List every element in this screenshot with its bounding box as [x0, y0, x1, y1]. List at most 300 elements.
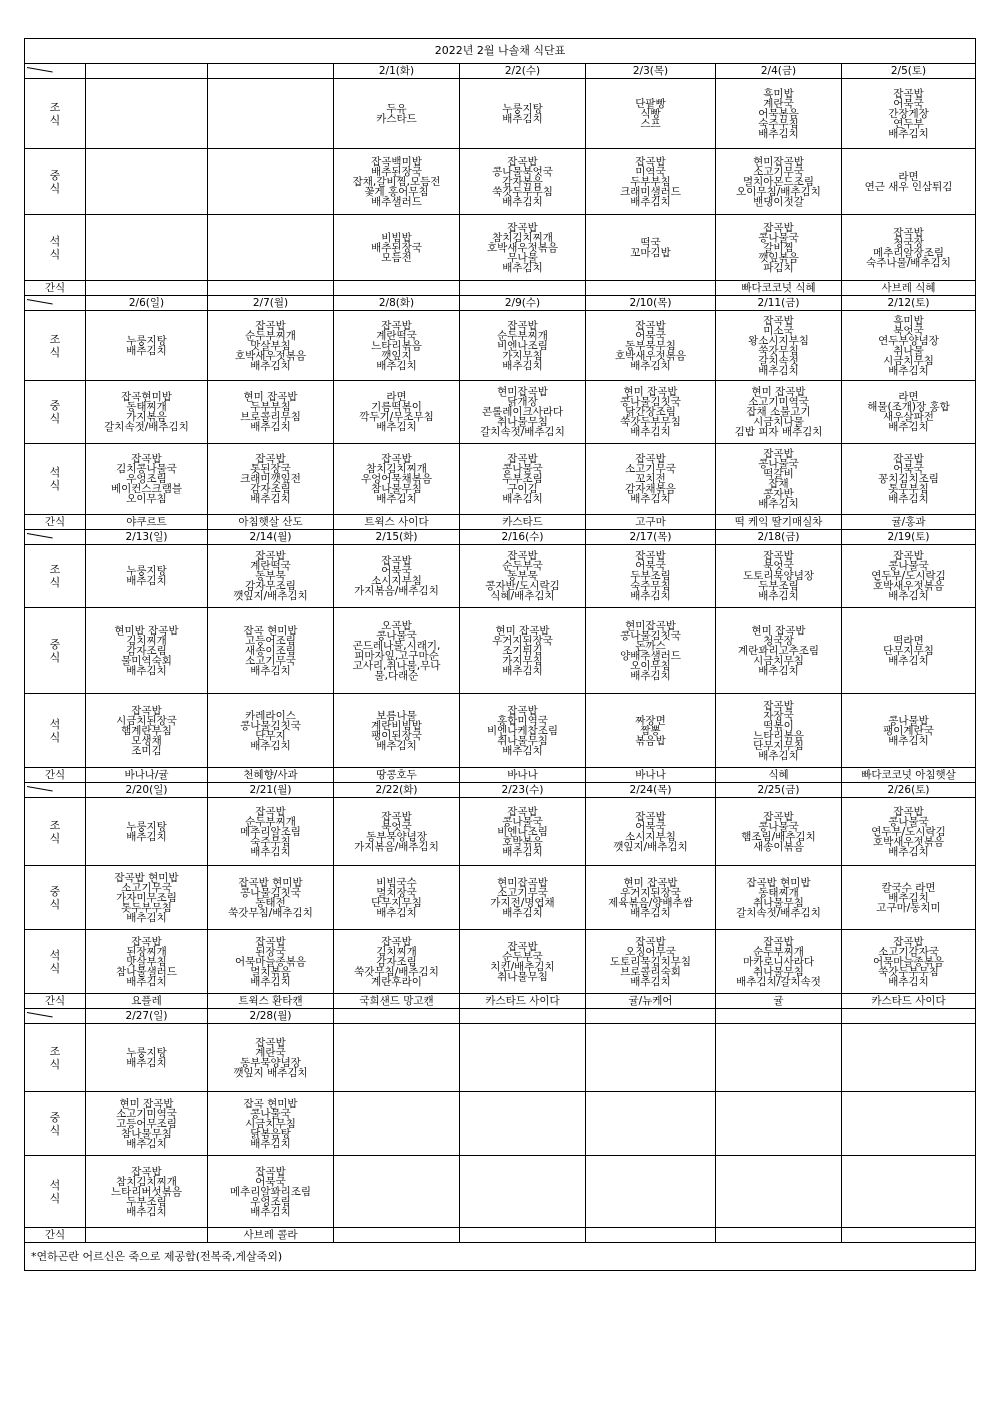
- menu-item: 꽃게 홍어무침: [364, 185, 429, 198]
- dinner-cell: [86, 930, 208, 994]
- menu-item: 배추김치: [250, 359, 291, 372]
- menu-item: 볶음밥: [635, 734, 666, 747]
- menu-item: 누룽지탕: [126, 1046, 167, 1059]
- snack-cell: 카스타드: [460, 515, 586, 530]
- menu-item: 햄계란부침: [121, 724, 172, 737]
- dinner-cell: [460, 694, 586, 768]
- menu-item: 배추김치: [888, 845, 929, 858]
- menu-item: 배추김치: [888, 891, 929, 904]
- menu-item: 잡곡밥: [893, 226, 924, 239]
- label-char: 식: [49, 1123, 61, 1137]
- menu-item: 곤드레나물,시래기,: [352, 639, 441, 652]
- dinner-cell: [842, 1156, 976, 1228]
- menu-item: 흑미밥: [763, 87, 794, 100]
- breakfast-row: [25, 798, 976, 866]
- dinner-label: [25, 215, 86, 281]
- menu-item: 배추김치: [630, 975, 671, 988]
- menu-item: 잡곡밥: [131, 704, 162, 717]
- snack-cell: 바나나: [460, 768, 586, 783]
- menu-item: 김치콩나물국: [116, 463, 177, 475]
- menu-item: 배추김치: [250, 739, 291, 752]
- label-char: 식: [49, 961, 61, 975]
- dinner-cell: [586, 694, 716, 768]
- corner-cell: [25, 783, 86, 798]
- label-char: 식: [49, 479, 61, 492]
- snack-cell: 트윅스 환타캔: [208, 994, 334, 1009]
- date-cell: [716, 1009, 842, 1024]
- menu-item: 누룽지탕: [126, 820, 167, 833]
- snack-row: [25, 994, 976, 1009]
- menu-item: 갈치속젓/배추김치: [480, 426, 565, 438]
- menu-item: 연두부/도시락김: [871, 570, 946, 582]
- menu-item: 배추김치: [630, 669, 671, 682]
- menu-item: 깻잎볶음: [758, 251, 799, 264]
- label-char: 중: [49, 168, 61, 182]
- menu-item: 숙주무침: [630, 580, 671, 592]
- menu-item: 배추김치: [888, 364, 929, 377]
- breakfast-cell: [208, 545, 334, 608]
- menu-item: 잡곡밥: [893, 935, 924, 948]
- snack-cell: 떡 케익 딸기매실차: [716, 515, 842, 530]
- menu-item: 콩나물국: [888, 815, 929, 828]
- menu-item: 배추김치: [758, 498, 799, 510]
- snack-cell: [334, 281, 460, 296]
- menu-item: 쑥갓두부무침: [620, 416, 681, 428]
- menu-item: 연두부: [893, 117, 924, 130]
- dinner-label: [25, 1156, 86, 1228]
- breakfast-cell: [460, 798, 586, 866]
- dinner-row: [25, 444, 976, 515]
- menu-item: 시금치무침: [753, 654, 804, 667]
- menu-item: 고등어조림: [245, 634, 296, 647]
- menu-item: 호박볶음: [502, 835, 543, 848]
- menu-item: 잡채,갈비찜,모듬전: [352, 175, 441, 188]
- menu-item: 느타리볶음: [371, 339, 422, 352]
- lunch-cell: [716, 608, 842, 694]
- menu-item: 꽁치김치조림: [878, 473, 939, 485]
- label-char: 조: [49, 100, 61, 114]
- menu-item: 콩나물김칫국: [620, 629, 681, 642]
- date-row: [25, 783, 976, 798]
- lunch-cell: [586, 866, 716, 930]
- menu-item: 느타리볶음: [753, 729, 804, 742]
- dinner-row: [25, 694, 976, 768]
- breakfast-cell: [86, 545, 208, 608]
- menu-item: 잡곡밥: [635, 810, 666, 823]
- lunch-label: [25, 1092, 86, 1156]
- date-cell: 2/8(화): [334, 296, 460, 311]
- menu-item: 우엉조림: [126, 473, 167, 485]
- menu-item: 잡곡밥: [507, 221, 538, 234]
- lunch-cell: [842, 608, 976, 694]
- lunch-row: [25, 608, 976, 694]
- menu-item: 식빵: [640, 107, 661, 120]
- snack-cell: [842, 1228, 976, 1243]
- menu-item: 잡곡밥: [255, 453, 286, 465]
- menu-item: 된장국: [255, 945, 286, 958]
- dinner-cell: [586, 444, 716, 515]
- menu-item: 깍두기/무조무침: [359, 411, 434, 423]
- lunch-cell: [586, 381, 716, 444]
- menu-item: 동부묵양념장: [366, 830, 427, 843]
- menu-item: 현미 잡곡밥: [751, 624, 806, 637]
- menu-item: 오이무침/배추김치: [736, 185, 821, 198]
- menu-item: 잡곡밥 현미밥: [114, 871, 179, 884]
- menu-item: 잡채: [768, 478, 789, 490]
- snack-cell: 요플레: [86, 994, 208, 1009]
- label-char: 식: [49, 1191, 61, 1205]
- date-cell: [586, 1009, 716, 1024]
- lunch-cell: [716, 866, 842, 930]
- dinner-cell: [334, 1156, 460, 1228]
- menu-item: 동부묵: [255, 570, 286, 582]
- menu-item: 단무지무침: [753, 739, 804, 752]
- menu-item: 구이김: [507, 483, 538, 495]
- breakfast-row: [25, 79, 976, 149]
- date-cell: 2/16(수): [460, 530, 586, 545]
- menu-item: 어묵마늘종볶음: [872, 955, 944, 968]
- menu-item: 동부묵무침: [625, 339, 676, 352]
- breakfast-cell: [334, 311, 460, 381]
- menu-item: 취나물무침: [497, 734, 548, 747]
- breakfast-cell: [208, 79, 334, 149]
- menu-item: 두부조림: [630, 570, 671, 582]
- menu-item: 배추김치: [250, 493, 291, 505]
- lunch-cell: [86, 866, 208, 930]
- menu-item: 비엔나케찹조림: [486, 724, 558, 737]
- lunch-cell: [208, 149, 334, 215]
- menu-item: 감자무조림: [245, 580, 296, 592]
- menu-item: 콩나물김칫국: [620, 396, 681, 408]
- breakfast-cell: [208, 798, 334, 866]
- lunch-cell: [716, 381, 842, 444]
- date-cell: 2/6(일): [86, 296, 208, 311]
- snack-cell: 귤/뉴케어: [586, 994, 716, 1009]
- menu-item: 배추김치: [630, 493, 671, 505]
- menu-item: 물미역숙회: [121, 654, 172, 667]
- menu-item: 숙주무침: [250, 835, 291, 848]
- menu-item: 취나물: [893, 344, 924, 357]
- menu-item: 잡곡밥: [381, 935, 412, 948]
- menu-item: 배추김치: [502, 744, 543, 757]
- menu-item: 떡볶이: [763, 719, 794, 732]
- menu-item: 잡곡밥: [635, 550, 666, 562]
- menu-item: 콩나물국: [502, 463, 543, 475]
- menu-item: 제육볶음/양배추쌈: [608, 896, 693, 909]
- lunch-cell: [208, 608, 334, 694]
- lunch-cell: [460, 608, 586, 694]
- meal-plan-table: [24, 38, 976, 1271]
- menu-item: 두부부침: [250, 401, 291, 413]
- date-cell: 2/10(목): [586, 296, 716, 311]
- menu-item: 현미밥 잡곡밥: [114, 624, 179, 637]
- menu-item: 무나물: [507, 251, 538, 264]
- menu-item: 라면: [898, 170, 919, 183]
- menu-item: 모듬전: [381, 251, 412, 264]
- menu-item: 잡곡밥: [893, 550, 924, 562]
- menu-item: 도토리묵김치무침: [609, 955, 692, 968]
- menu-item: 잡곡밥: [507, 319, 538, 332]
- menu-item: 잡곡밥: [507, 155, 538, 168]
- breakfast-cell: [334, 798, 460, 866]
- dinner-cell: [208, 1156, 334, 1228]
- breakfast-cell: [716, 798, 842, 866]
- date-cell: 2/19(토): [842, 530, 976, 545]
- date-cell: 2/9(수): [460, 296, 586, 311]
- menu-item: 배추김치: [758, 127, 799, 140]
- snack-cell: 바나나: [586, 768, 716, 783]
- snack-label: 간식: [25, 768, 86, 783]
- menu-item: 어묵국: [635, 329, 666, 342]
- menu-item: 고구마/동치미: [876, 901, 941, 914]
- lunch-cell: [86, 149, 208, 215]
- menu-item: 북엇국: [381, 820, 412, 833]
- menu-item: 참나물샐러드: [116, 965, 177, 978]
- dinner-cell: [460, 930, 586, 994]
- menu-item: 현미잡곡밥: [625, 619, 676, 632]
- snack-cell: [460, 281, 586, 296]
- menu-item: 콩자반: [763, 488, 794, 500]
- menu-item: 두부조림: [126, 1195, 167, 1208]
- breakfast-cell: [842, 1024, 976, 1092]
- menu-item: 계란비빔밥: [371, 719, 422, 732]
- menu-item: 잡곡밥: [507, 805, 538, 818]
- menu-item: 배추김치: [126, 975, 167, 988]
- lunch-cell: [842, 149, 976, 215]
- menu-item: 배추된장국: [371, 241, 422, 254]
- date-cell: 2/2(수): [460, 64, 586, 79]
- dinner-cell: [460, 215, 586, 281]
- label-char: 중: [49, 1110, 61, 1124]
- dinner-cell: [716, 930, 842, 994]
- menu-item: 두부조림: [758, 580, 799, 592]
- dinner-cell: [86, 215, 208, 281]
- lunch-row: [25, 1092, 976, 1156]
- corner-cell: [25, 64, 86, 79]
- menu-item: 돈까스: [635, 639, 666, 652]
- menu-item: 왕소시지부침: [748, 334, 809, 347]
- menu-item: 가지전/명엽채: [490, 896, 555, 909]
- label-char: 식: [49, 897, 61, 911]
- breakfast-cell: [586, 1024, 716, 1092]
- menu-item: 식혜/배추김치: [490, 590, 555, 602]
- menu-item: 쑥갓무침/배추김치: [354, 965, 439, 978]
- menu-item: 잡곡밥: [635, 155, 666, 168]
- breakfast-cell: [842, 798, 976, 866]
- menu-item: 잡곡밥: [763, 448, 794, 460]
- menu-item: 단무지무침: [371, 896, 422, 909]
- breakfast-label: [25, 545, 86, 608]
- breakfast-cell: [86, 311, 208, 381]
- corner-cell: [25, 530, 86, 545]
- menu-item: 어묵국: [635, 560, 666, 572]
- menu-item: 갈비찜: [763, 241, 794, 254]
- lunch-label: [25, 866, 86, 930]
- menu-item: 꼬치전: [635, 473, 666, 485]
- menu-item: 동부묵양념장: [240, 1056, 301, 1069]
- menu-item: 크래미샐러드: [620, 185, 681, 198]
- date-cell: 2/3(목): [586, 64, 716, 79]
- menu-item: 두부부침: [630, 175, 671, 188]
- lunch-cell: [586, 1092, 716, 1156]
- corner-cell: [25, 296, 86, 311]
- snack-cell: 천혜향/사과: [208, 768, 334, 783]
- menu-item: 느타리버섯볶음: [110, 1185, 182, 1198]
- menu-item: 잡채 소불고기: [746, 406, 811, 418]
- menu-item: 배추김치: [376, 359, 417, 372]
- menu-item: 어묵볶음: [758, 107, 799, 120]
- date-cell: 2/5(토): [842, 64, 976, 79]
- menu-item: 배추김치: [888, 654, 929, 667]
- breakfast-label: [25, 1024, 86, 1092]
- menu-item: 두유: [386, 102, 407, 115]
- breakfast-cell: [586, 311, 716, 381]
- menu-item: 숙주무침: [758, 117, 799, 130]
- date-cell: [86, 64, 208, 79]
- lunch-cell: [716, 1092, 842, 1156]
- menu-item: 잡곡밥: [255, 805, 286, 818]
- menu-item: 잡곡밥: [255, 550, 286, 562]
- snack-row: [25, 1228, 976, 1243]
- menu-item: 콩나물국: [758, 231, 799, 244]
- snack-cell: 카스타드 사이다: [842, 994, 976, 1009]
- date-cell: 2/13(일): [86, 530, 208, 545]
- menu-item: 배추김치: [502, 195, 543, 208]
- menu-item: 미소국: [763, 324, 794, 337]
- menu-item: 배추김치: [502, 845, 543, 858]
- lunch-cell: [716, 149, 842, 215]
- menu-item: 감자조림: [126, 644, 167, 657]
- menu-item: 베이컨스크램블: [110, 483, 182, 495]
- menu-item: 김치찌개: [376, 945, 417, 958]
- lunch-label: [25, 381, 86, 444]
- menu-item: 시금치무침: [883, 354, 934, 367]
- label-char: 석: [49, 466, 61, 479]
- dinner-cell: [86, 444, 208, 515]
- menu-item: 닭간장조림: [625, 406, 676, 418]
- menu-item: 잡곡밥: [507, 550, 538, 562]
- menu-item: 배추김치: [250, 664, 291, 677]
- breakfast-cell: [334, 79, 460, 149]
- menu-item: 해물(조개)장 홍합: [867, 401, 950, 413]
- date-cell: 2/12(토): [842, 296, 976, 311]
- menu-item: 잡곡밥 현미밥: [746, 876, 811, 889]
- breakfast-cell: [716, 545, 842, 608]
- menu-item: 누룽지탕: [502, 102, 543, 115]
- snack-cell: 카스타드 사이다: [460, 994, 586, 1009]
- menu-item: 닭개장: [507, 396, 538, 408]
- snack-cell: 트윅스 사이다: [334, 515, 460, 530]
- menu-item: 깻잎지/배추김치: [613, 840, 688, 853]
- menu-item: 잡곡밥: [635, 319, 666, 332]
- date-cell: 2/26(토): [842, 783, 976, 798]
- breakfast-cell: [586, 79, 716, 149]
- lunch-cell: [460, 149, 586, 215]
- menu-item: 호박새우젓볶음: [872, 580, 944, 592]
- snack-cell: [86, 1228, 208, 1243]
- menu-item: 배추김치: [630, 906, 671, 919]
- menu-item: 물,다래순: [374, 669, 419, 682]
- menu-item: 잡곡밥: [635, 935, 666, 948]
- menu-item: 비엔나조림: [497, 825, 548, 838]
- breakfast-cell: [334, 545, 460, 608]
- date-row: [25, 1009, 976, 1024]
- menu-item: 호박새우젓볶음: [614, 349, 686, 362]
- lunch-cell: [86, 1092, 208, 1156]
- breakfast-row: [25, 1024, 976, 1092]
- snack-cell: 땅콩호두: [334, 768, 460, 783]
- dinner-cell: [460, 1156, 586, 1228]
- menu-item: 배추김치: [888, 975, 929, 988]
- label-char: 조: [49, 818, 61, 832]
- label-char: 석: [49, 948, 61, 962]
- snack-cell: 고구마: [586, 515, 716, 530]
- menu-item: 톳무부침: [888, 483, 929, 495]
- menu-item: 된장찌개: [126, 945, 167, 958]
- label-char: 식: [49, 412, 61, 425]
- menu-item: 청국장: [893, 236, 924, 249]
- date-cell: 2/21(월): [208, 783, 334, 798]
- dinner-row: [25, 1156, 976, 1228]
- menu-item: 배추김치: [630, 590, 671, 602]
- menu-item: 호박새우젓볶음: [486, 241, 558, 254]
- menu-item: 잡곡밥: [893, 453, 924, 465]
- menu-item: 팽이계란국: [883, 724, 934, 737]
- menu-item: 소고기미역국: [116, 1107, 177, 1120]
- menu-item: 콩나물김칫국: [240, 719, 301, 732]
- menu-item: 호박새우젓볶음: [872, 835, 944, 848]
- menu-item: 배추김치: [376, 421, 417, 433]
- menu-item: 배추김치: [888, 590, 929, 602]
- menu-item: 배추김치: [502, 359, 543, 372]
- label-char: 식: [49, 113, 61, 127]
- date-row: [25, 296, 976, 311]
- menu-item: 콩나물북엇국: [492, 165, 553, 178]
- breakfast-cell: [716, 311, 842, 381]
- lunch-row: [25, 149, 976, 215]
- lunch-cell: [334, 1092, 460, 1156]
- breakfast-row: [25, 311, 976, 381]
- menu-item: 잡곡밥: [381, 810, 412, 823]
- menu-item: 고사리,취나물,무나: [352, 659, 441, 672]
- menu-item: 브로콜리숙회: [620, 965, 681, 978]
- lunch-label: [25, 149, 86, 215]
- menu-item: 비엔나조림: [497, 339, 548, 352]
- menu-item: 배추김치: [126, 911, 167, 924]
- dinner-label: [25, 444, 86, 515]
- menu-item: 잡곡밥: [255, 1036, 286, 1049]
- menu-item: 소고기무국: [121, 881, 172, 894]
- menu-item: 시금치나물: [753, 416, 804, 428]
- menu-item: 배추김치: [126, 1205, 167, 1218]
- menu-item: 떡국: [640, 236, 661, 249]
- breakfast-cell: [460, 79, 586, 149]
- dinner-cell: [334, 694, 460, 768]
- breakfast-cell: [842, 545, 976, 608]
- menu-item: 잡곡밥: [763, 935, 794, 948]
- lunch-cell: [208, 866, 334, 930]
- snack-cell: 빠다코코넛 식혜: [716, 281, 842, 296]
- date-cell: 2/22(화): [334, 783, 460, 798]
- menu-item: 쑥갓두부무침: [492, 185, 553, 198]
- menu-item: 현미 잡곡밥: [243, 391, 298, 403]
- menu-item: 배추김치: [630, 359, 671, 372]
- menu-item: 흑미밥: [893, 314, 924, 327]
- menu-item: 두부조림: [502, 473, 543, 485]
- lunch-cell: [460, 866, 586, 930]
- date-cell: 2/14(월): [208, 530, 334, 545]
- menu-item: 소고기감자국: [878, 945, 939, 958]
